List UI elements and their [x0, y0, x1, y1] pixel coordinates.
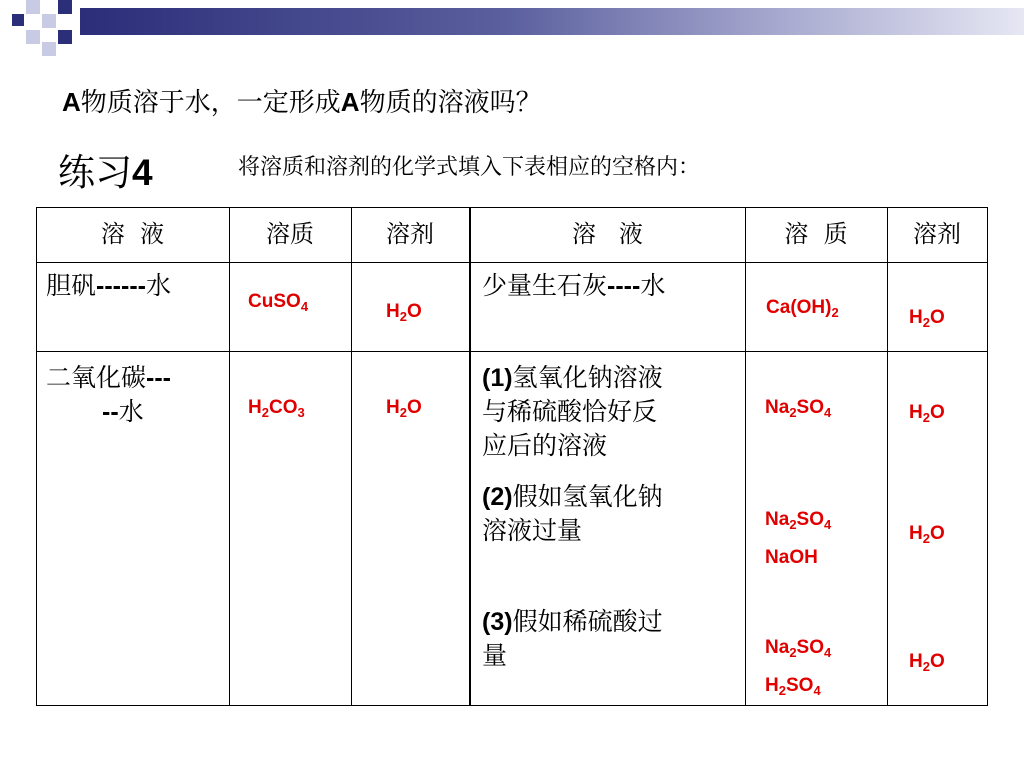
- deco-square: [58, 30, 72, 44]
- question-text: [62, 82, 542, 119]
- row1-left-water: 水: [145, 271, 171, 300]
- table-border-left: [36, 207, 37, 706]
- deco-square: [42, 14, 56, 28]
- row2-item3-l1: 假如稀硫酸过: [512, 607, 663, 636]
- row2-item3-solute-2: $H_2SO_4$: [765, 675, 821, 698]
- row2-item3-line1: [482, 605, 744, 639]
- row2-item1-text: [482, 361, 744, 463]
- row2-item2-line1: [482, 480, 744, 514]
- row2-item2-text: [482, 480, 744, 548]
- row2-item2-solvent: $H_2O$: [909, 523, 945, 546]
- row2-left-line2: [46, 395, 226, 429]
- header-solution-right: 溶 液: [572, 220, 643, 248]
- row2-item3-text: [482, 605, 744, 673]
- header-solvent-left: 溶剂: [386, 220, 434, 248]
- deco-square: [12, 14, 24, 26]
- row1-right-solution: [482, 269, 665, 303]
- table-col-divider: [351, 207, 352, 706]
- row2-item1-solvent: $H_2O$: [909, 402, 945, 425]
- row2-item2-solute-1: $Na_2SO_4$: [765, 509, 832, 532]
- row2-item1-l3: 应后的溶液: [482, 431, 608, 460]
- row1-left-solute: CuSO$_4$: [248, 291, 309, 314]
- row2-item1-num: (1): [482, 364, 513, 392]
- row2-item3-num: (3): [482, 608, 513, 636]
- exercise-title-text: 练习: [58, 151, 132, 194]
- row1-left-name: 胆矾: [46, 271, 97, 300]
- exercise-title-number: 4: [132, 152, 153, 193]
- row2-item1-solute: $Na_2SO_4$: [765, 397, 832, 420]
- exercise-title: [58, 142, 153, 196]
- header-solute-left: 溶质: [266, 220, 314, 248]
- row2-left-line1: [46, 361, 226, 395]
- question-prefix: A: [62, 87, 81, 117]
- row1-right-solvent: $H_2O$: [909, 307, 945, 330]
- deco-square: [58, 0, 72, 14]
- table-row-divider: [36, 351, 988, 352]
- row2-item1-line1: [482, 361, 744, 395]
- row1-left-solution: [46, 269, 171, 303]
- row1-left-solvent: $H_2O$: [386, 301, 422, 324]
- row2-item1-l1: 氢氧化钠溶液: [512, 363, 663, 392]
- table-border-top: [36, 207, 988, 208]
- answer-table: [36, 207, 988, 706]
- row2-item2-solute-2: NaOH: [765, 547, 818, 568]
- row2-item3-solute-1: $Na_2SO_4$: [765, 637, 832, 660]
- table-border-right: [987, 207, 988, 706]
- deco-square: [26, 0, 40, 14]
- row2-item3-solvent: $H_2O$: [909, 651, 945, 674]
- row1-right-dash: ----: [607, 272, 641, 300]
- table-header-divider: [36, 262, 988, 263]
- deco-square: [26, 30, 40, 44]
- header-solvent-right: 溶剂: [913, 220, 961, 248]
- instruction-text: 将溶质和溶剂的化学式填入下表相应的空格内：: [238, 155, 701, 180]
- row2-left-name: 二氧化碳: [46, 363, 147, 392]
- question-middle: 物质溶于水，一定形成: [80, 88, 341, 118]
- table-col-divider-thick: [469, 207, 471, 706]
- table-col-divider: [745, 207, 746, 706]
- header-solute-right: 溶 质: [784, 220, 848, 248]
- row2-left-solution: [46, 361, 226, 429]
- row1-right-name: 少量生石灰: [482, 271, 608, 300]
- row2-left-water: 水: [118, 397, 144, 426]
- row2-left-dash2: --: [102, 398, 119, 426]
- row2-item2-l2: 溶液过量: [482, 516, 583, 545]
- table-col-divider: [887, 207, 888, 706]
- header-gradient-bar: [80, 8, 1024, 35]
- deco-square: [42, 42, 56, 56]
- row1-left-dash: ------: [96, 272, 146, 300]
- row2-left-solvent: $H_2O$: [386, 397, 422, 420]
- row2-item3-l2: 量: [482, 641, 508, 670]
- row1-right-water: 水: [640, 271, 666, 300]
- table-border-bottom: [36, 705, 988, 706]
- row2-item2-num: (2): [482, 483, 513, 511]
- question-suffix: 物质的溶液吗？: [359, 88, 542, 118]
- header-solution-left: 溶 液: [100, 220, 165, 248]
- row1-right-solute: $Ca(OH)_2$: [766, 297, 839, 320]
- row2-item2-l1: 假如氢氧化钠: [512, 482, 663, 511]
- table-col-divider: [229, 207, 230, 706]
- row2-left-solute: $H_2CO_3$: [248, 397, 305, 420]
- question-prefix2: A: [340, 87, 360, 117]
- row2-left-dash1: ---: [146, 364, 171, 392]
- row2-item1-l2: 与稀硫酸恰好反: [482, 397, 658, 426]
